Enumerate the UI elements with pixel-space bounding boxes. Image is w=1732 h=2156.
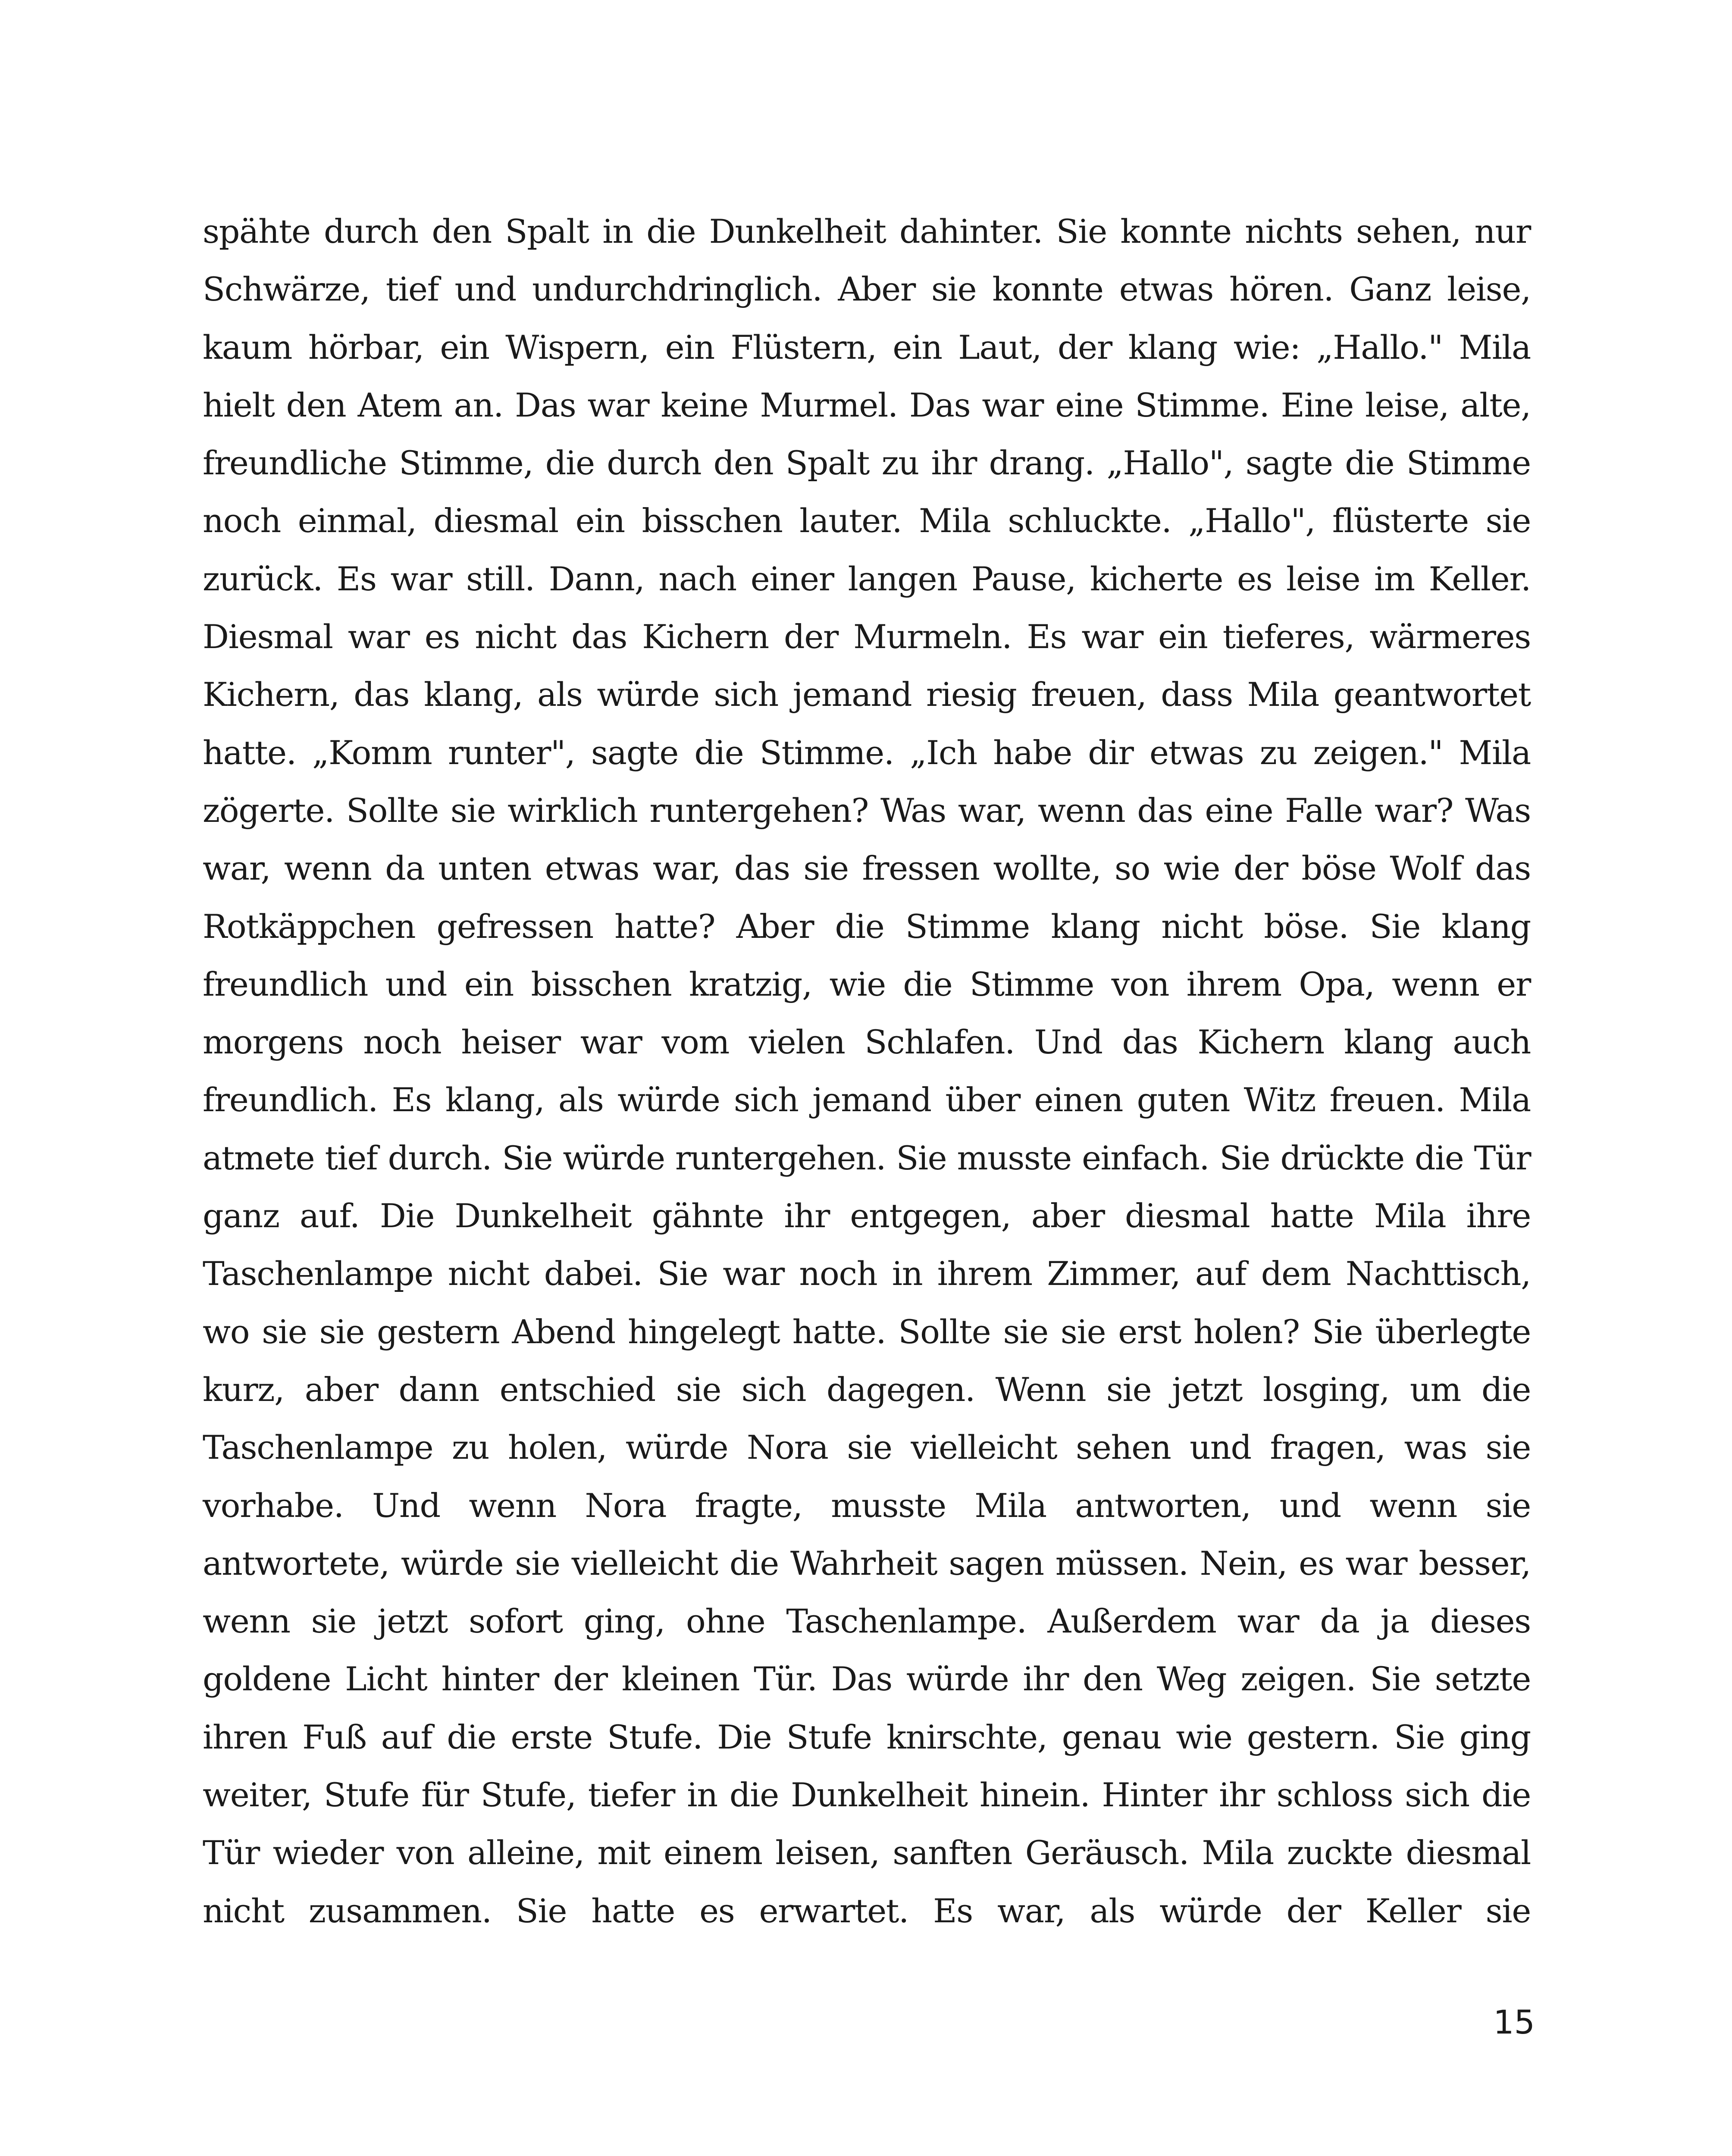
text-line: hielt den Atem an. Das war keine Murmel. Das war eine Stimme. Eine leise, alte, xyxy=(203,385,1531,424)
text-line: war, wenn da unten etwas war, das sie fressen wollte, so wie der böse Wolf das xyxy=(203,849,1531,888)
text-line: zurück. Es war still. Dann, nach einer langen Pause, kicherte es leise im Keller. xyxy=(203,559,1531,598)
text-line: freundlich und ein bisschen kratzig, wie die Stimme von ihrem Opa, wenn er xyxy=(203,965,1531,1003)
text-line: Taschenlampe nicht dabei. Sie war noch in ihrem Zimmer, auf dem Nachttisch, xyxy=(203,1254,1531,1293)
text-line: hatte. „Komm runter", sagte die Stimme. „Ich habe dir etwas zu zeigen." Mila xyxy=(203,733,1531,772)
text-line: freundlich. Es klang, als würde sich jemand über einen guten Witz freuen. Mila xyxy=(203,1081,1531,1119)
text-line: Taschenlampe zu holen, würde Nora sie vielleicht sehen und fragen, was sie xyxy=(203,1428,1531,1467)
text-line: kurz, aber dann entschied sie sich dagegen. Wenn sie jetzt losging, um die xyxy=(203,1370,1531,1409)
page-number: 15 xyxy=(1493,2003,1535,2041)
text-line: goldene Licht hinter der kleinen Tür. Das würde ihr den Weg zeigen. Sie setzte xyxy=(203,1660,1531,1698)
text-line: Kichern, das klang, als würde sich jemand riesig freuen, dass Mila geantwortet xyxy=(203,675,1531,714)
text-line: Tür wieder von alleine, mit einem leisen, sanften Geräusch. Mila zuckte diesmal xyxy=(203,1833,1531,1872)
text-line: weiter, Stufe für Stufe, tiefer in die Dunkelheit hinein. Hinter ihr schloss sich die xyxy=(203,1776,1531,1814)
text-line: ganz auf. Die Dunkelheit gähnte ihr entgegen, aber diesmal hatte Mila ihre xyxy=(203,1197,1531,1235)
text-line: kaum hörbar, ein Wispern, ein Flüstern, ein Laut, der klang wie: „Hallo." Mila xyxy=(203,328,1531,367)
text-line: Rotkäppchen gefressen hatte? Aber die Stimme klang nicht böse. Sie klang xyxy=(203,907,1531,946)
text-line: zögerte. Sollte sie wirklich runtergehen? Was war, wenn das eine Falle war? Was xyxy=(203,791,1531,830)
text-line: vorhabe. Und wenn Nora fragte, musste Mila antworten, und wenn sie xyxy=(203,1486,1531,1525)
text-line: wenn sie jetzt sofort ging, ohne Taschenlampe. Außerdem war da ja dieses xyxy=(203,1602,1531,1641)
text-line: atmete tief durch. Sie würde runtergehen. Sie musste einfach. Sie drückte die Tür xyxy=(203,1138,1531,1177)
text-line: wo sie sie gestern Abend hingelegt hatte. Sollte sie sie erst holen? Sie überlegte xyxy=(203,1312,1531,1351)
text-line: spähte durch den Spalt in die Dunkelheit dahinter. Sie konnte nichts sehen, nur xyxy=(203,212,1531,251)
text-line: Diesmal war es nicht das Kichern der Murmeln. Es war ein tieferes, wärmeres xyxy=(203,617,1531,656)
text-line: nicht zusammen. Sie hatte es erwartet. Es war, als würde der Keller sie xyxy=(203,1891,1531,1930)
text-line: morgens noch heiser war vom vielen Schlafen. Und das Kichern klang auch xyxy=(203,1023,1531,1062)
text-line: noch einmal, diesmal ein bisschen lauter. Mila schluckte. „Hallo", flüsterte sie xyxy=(203,501,1531,540)
text-line: Schwärze, tief und undurchdringlich. Aber sie konnte etwas hören. Ganz leise, xyxy=(203,270,1531,309)
text-line: antwortete, würde sie vielleicht die Wahrheit sagen müssen. Nein, es war besser, xyxy=(203,1544,1531,1583)
text-line: freundliche Stimme, die durch den Spalt zu ihr drang. „Hallo", sagte die Stimme xyxy=(203,444,1531,483)
text-line: ihren Fuß auf die erste Stufe. Die Stufe knirschte, genau wie gestern. Sie ging xyxy=(203,1717,1531,1756)
body-text xyxy=(203,203,1531,1940)
